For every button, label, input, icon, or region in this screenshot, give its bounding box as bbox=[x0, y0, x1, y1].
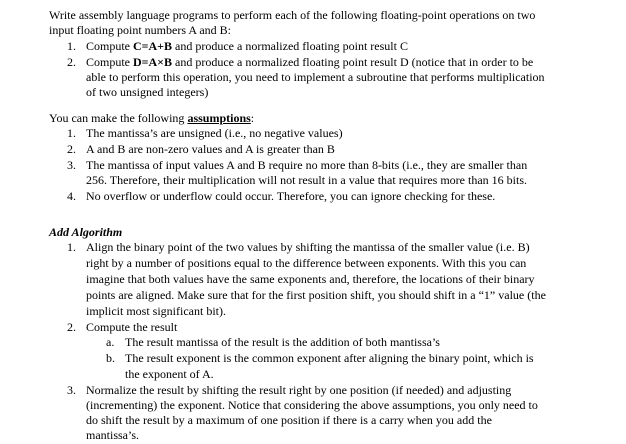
assumptions-lead-post: : bbox=[250, 111, 255, 125]
intro-item-2-formula: D=A×B bbox=[133, 55, 173, 69]
assumptions-lead-emphasis: assumptions bbox=[187, 111, 251, 125]
intro-item-1 bbox=[86, 39, 408, 54]
intro-item-1-post: and produce a normalized floating point result C bbox=[172, 39, 408, 53]
algorithm-step-2b-line-2: the exponent of A. bbox=[125, 367, 214, 381]
intro-line-1: Write assembly language programs to perform each of the following floating-point operations on two bbox=[49, 8, 536, 22]
assumption-4: No overflow or underflow could occur. Therefore, you can ignore checking for these. bbox=[86, 189, 496, 203]
intro-item-2-cont-2: of two unsigned integers) bbox=[86, 85, 209, 99]
algorithm-step-3-number: 3. bbox=[67, 383, 76, 397]
algorithm-step-1-line-3: imagine that both values have the same exponents and, therefore, the locations of their binary bbox=[86, 272, 535, 286]
assumption-1: The mantissa’s are unsigned (i.e., no negative values) bbox=[86, 126, 343, 140]
intro-item-1-formula: C=A+B bbox=[133, 39, 173, 53]
intro-line-2: input floating point numbers A and B: bbox=[49, 23, 231, 37]
algorithm-step-1-number: 1. bbox=[67, 240, 76, 254]
algorithm-step-2a: The result mantissa of the result is the addition of both mantissa’s bbox=[125, 335, 440, 349]
algorithm-step-1-line-1: Align the binary point of the two values by shifting the mantissa of the smaller value (i.e. B) bbox=[86, 240, 530, 254]
algorithm-step-2-line-1: Compute the result bbox=[86, 320, 178, 334]
intro-item-1-number: 1. bbox=[67, 39, 76, 53]
intro-item-2 bbox=[86, 55, 533, 70]
assumption-2-number: 2. bbox=[67, 142, 76, 156]
assumptions-lead-pre: You can make the following bbox=[49, 111, 188, 125]
assumptions-lead bbox=[49, 111, 254, 126]
intro-item-2-cont-1: able to perform this operation, you need to implement a subroutine that performs multiplication bbox=[86, 70, 545, 84]
assumption-1-number: 1. bbox=[67, 126, 76, 140]
assumption-3-line-1: The mantissa of input values A and B require no more than 8-bits (i.e., they are smaller than bbox=[86, 158, 528, 172]
intro-item-2-number: 2. bbox=[67, 55, 76, 69]
algorithm-step-3-line-3: do shift the result by a maximum of one position if there is a carry when you add the bbox=[86, 413, 492, 427]
algorithm-step-3-line-2: (incrementing) the exponent. Notice that considering the above assumptions, you only need to bbox=[86, 398, 538, 412]
algorithm-step-2-number: 2. bbox=[67, 320, 76, 334]
algorithm-step-1-line-4: points are aligned. Make sure that for the first position shift, you should shift in a “1” value (the bbox=[86, 288, 546, 302]
algorithm-step-3-line-1: Normalize the result by shifting the result right by one position (if needed) and adjusting bbox=[86, 383, 512, 397]
algorithm-step-1-line-5: implicit most significant bit). bbox=[86, 304, 226, 318]
intro-item-2-pre: Compute bbox=[86, 55, 133, 69]
algorithm-step-2b-line-1: The result exponent is the common exponent after aligning the binary point, which is bbox=[125, 351, 534, 365]
algorithm-step-2b-number: b. bbox=[106, 351, 115, 365]
algorithm-step-2a-number: a. bbox=[106, 335, 115, 349]
assumption-3-number: 3. bbox=[67, 158, 76, 172]
assumption-3-line-2: 256. Therefore, their multiplication will not result in a value that requires more than 16 bits. bbox=[86, 173, 527, 187]
algorithm-step-3-line-4: mantissa’s. bbox=[86, 428, 139, 442]
intro-item-2-post: and produce a normalized floating point result D (notice that in order to be bbox=[172, 55, 534, 69]
assumption-4-number: 4. bbox=[67, 189, 76, 203]
algorithm-heading: Add Algorithm bbox=[49, 225, 123, 239]
intro-item-1-pre: Compute bbox=[86, 39, 133, 53]
assumption-2: A and B are non-zero values and A is greater than B bbox=[86, 142, 335, 156]
algorithm-step-1-line-2: right by a number of positions equal to the difference between exponents. With this you can bbox=[86, 256, 527, 270]
